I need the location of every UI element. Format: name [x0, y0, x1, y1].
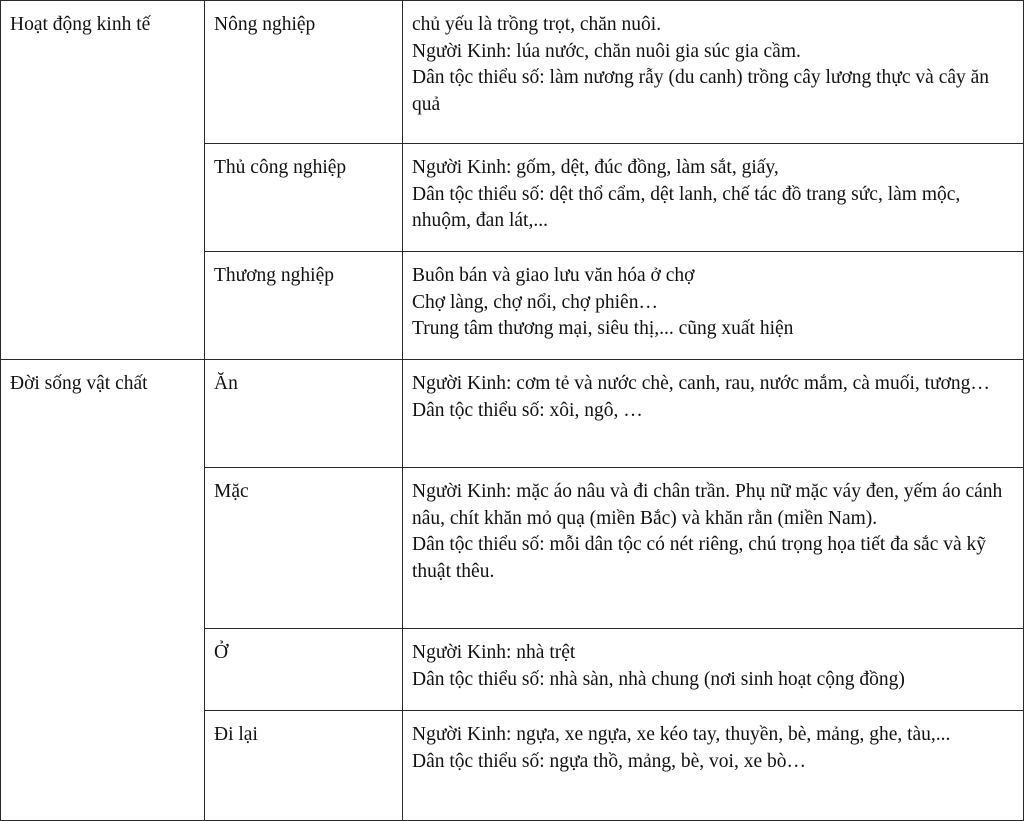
subcategory-cell-eat: Ăn	[205, 360, 403, 468]
subcategory-cell-housing: Ở	[205, 629, 403, 711]
description-line: Người Kinh: nhà trệt	[412, 642, 576, 663]
subcategory-cell-handicraft: Thủ công nghiệp	[205, 144, 403, 252]
description-cell-travel	[403, 711, 1024, 821]
subcategory-cell-wear: Mặc	[205, 468, 403, 629]
description-line: Người Kinh: lúa nước, chăn nuôi gia súc gia cầm.	[412, 40, 801, 62]
description-line: Dân tộc thiểu số: xôi, ngô, …	[412, 399, 643, 421]
description-line: Người Kinh: gốm, dệt, đúc đồng, làm sắt, giấy,	[412, 157, 779, 178]
description-line: Dân tộc thiểu số: ngựa thồ, mảng, bè, voi, xe bò…	[412, 750, 806, 772]
description-line: Dân tộc thiểu số: nhà sàn, nhà chung (nơi sinh hoạt cộng đồng)	[412, 668, 905, 690]
description-line: Trung tâm thương mại, siêu thị,... cũng xuất hiện	[412, 318, 794, 340]
table-row	[1, 360, 1024, 468]
category-cell-economy: Hoạt động kinh tế	[1, 1, 205, 360]
description-line: Người Kinh: mặc áo nâu và đi chân trần. Phụ nữ mặc váy đen, yếm áo cánh nâu, chít khăn mỏ quạ (miền Bắc) và khăn rằn (miền Nam).	[412, 481, 1003, 529]
description-line: Người Kinh: cơm tẻ và nước chè, canh, rau, nước mắm, cà muối, tương…	[412, 373, 990, 394]
description-cell-eat	[403, 360, 1024, 468]
description-line: Dân tộc thiểu số: mỗi dân tộc có nét riêng, chú trọng họa tiết đa sắc và kỹ thuật thêu.	[412, 534, 987, 582]
description-line: chủ yếu là trồng trọt, chăn nuôi.	[412, 14, 662, 35]
subcategory-cell-agriculture: Nông nghiệp	[205, 1, 403, 144]
subcategory-cell-travel: Đi lại	[205, 711, 403, 821]
description-cell-agriculture	[403, 1, 1024, 144]
description-cell-handicraft	[403, 144, 1024, 252]
description-line: Buôn bán và giao lưu văn hóa ở chợ	[412, 265, 695, 286]
description-line: Chợ làng, chợ nổi, chợ phiên…	[412, 291, 658, 313]
description-cell-wear	[403, 468, 1024, 629]
description-line: Dân tộc thiểu số: làm nương rẫy (du canh) trồng cây lương thực và cây ăn quả	[412, 67, 990, 115]
category-cell-material-life: Đời sống vật chất	[1, 360, 205, 821]
table-row	[1, 1, 1024, 144]
subcategory-cell-commerce: Thương nghiệp	[205, 252, 403, 360]
description-line: Dân tộc thiểu số: dệt thổ cẩm, dệt lanh, chế tác đồ trang sức, làm mộc, nhuộm, đan lát,...	[412, 183, 961, 232]
description-line: Người Kinh: ngựa, xe ngựa, xe kéo tay, thuyền, bè, mảng, ghe, tàu,...	[412, 724, 951, 745]
description-cell-housing	[403, 629, 1024, 711]
description-cell-commerce	[403, 252, 1024, 360]
